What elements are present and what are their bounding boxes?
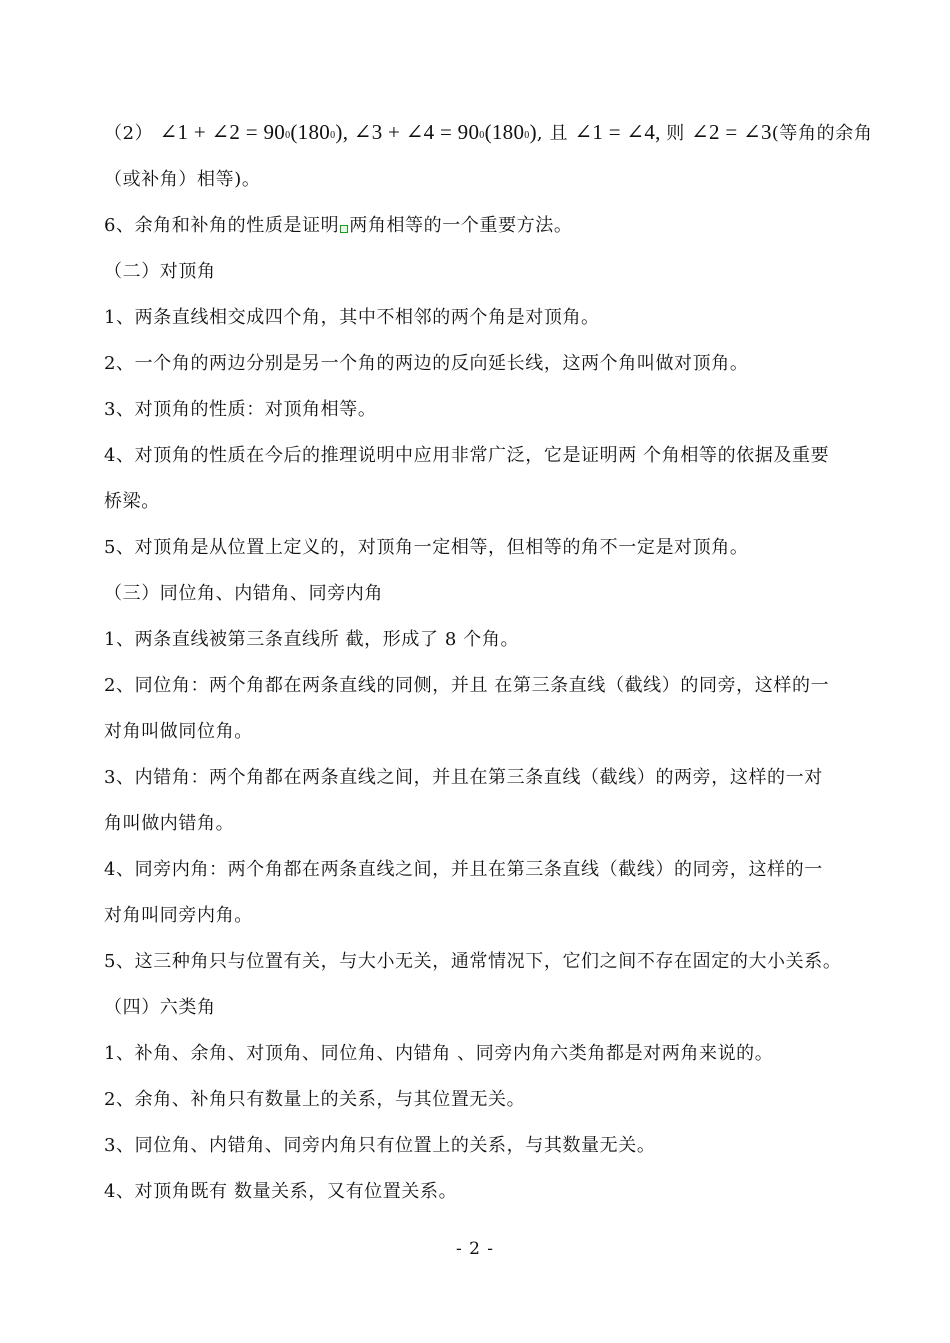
formula-angle-2-eq-3: ∠2 = ∠3 <box>691 120 772 144</box>
text-line: 1、两条直线被第三条直线所 截，形成了 8 个角。 <box>104 629 520 650</box>
item-2-formula-line <box>104 120 873 148</box>
text-line: 3、同位角、内错角、同旁内角只有位置上的关系，与其数量无关。 <box>104 1135 656 1156</box>
formula-sum-1-2: ∠1 + ∠2 = 900(1800), ∠3 + ∠4 = 900(1800) <box>159 120 537 144</box>
text-line: 3、对顶角的性质：对顶角相等。 <box>104 399 377 420</box>
section-heading-vertical-angles: （二）对顶角 <box>104 261 216 282</box>
item-2-label: （2） <box>104 123 154 144</box>
section-heading-six-angles: （四）六类角 <box>104 997 216 1018</box>
text-line: 1、补角、余角、对顶角、同位角、内错角 、同旁内角六类角都是对两角来说的。 <box>104 1043 774 1064</box>
section-heading-corresponding-angles: （三）同位角、内错角、同旁内角 <box>104 583 383 604</box>
text-line: 桥梁。 <box>104 491 160 512</box>
paragraph-6-after: 两角相等的一个重要方法。 <box>349 215 573 236</box>
qie-text: , 且 <box>536 123 575 144</box>
text-line: 5、对顶角是从位置上定义的，对顶角一定相等，但相等的角不一定是对顶角。 <box>104 537 749 558</box>
text-line: 4、对顶角既有 数量关系，又有位置关系。 <box>104 1181 458 1202</box>
text-line: 4、同旁内角：两个角都在两条直线之间，并且在第三条直线（截线）的同旁，这样的一 <box>104 859 823 880</box>
item-2-continuation: （或补角）相等)。 <box>104 169 261 190</box>
text-line: 2、余角、补角只有数量上的关系，与其位置无关。 <box>104 1089 526 1110</box>
text-line: 对角叫做同位角。 <box>104 721 253 742</box>
text-line: 对角叫同旁内角。 <box>104 905 253 926</box>
text-line: 2、同位角：两个角都在两条直线的同侧，并且 在第三条直线（截线）的同旁，这样的一 <box>104 675 830 696</box>
formula-angle-1-eq-4: ∠1 = ∠4, <box>574 120 667 144</box>
ze-text: 则 <box>666 123 692 144</box>
text-line: 2、一个角的两边分别是另一个角的两边的反向延长线，这两个角叫做对顶角。 <box>104 353 749 374</box>
paragraph-6 <box>104 214 864 238</box>
comment-marker-icon <box>340 225 348 233</box>
text-line: 1、两条直线相交成四个角，其中不相邻的两个角是对顶角。 <box>104 307 600 328</box>
page-number: - 2 - <box>455 1239 495 1259</box>
text-line: 4、对顶角的性质在今后的推理说明中应用非常广泛，它是证明两 个角相等的依据及重要 <box>104 445 830 466</box>
text-line: 角叫做内错角。 <box>104 813 235 834</box>
paragraph-6-before: 6、余角和补角的性质是证明 <box>104 215 340 236</box>
item-2-tail: (等角的余角 <box>771 123 873 144</box>
text-line: 5、这三种角只与位置有关，与大小无关，通常情况下，它们之间不存在固定的大小关系。 <box>104 951 842 972</box>
text-line: 3、内错角：两个角都在两条直线之间，并且在第三条直线（截线）的两旁，这样的一对 <box>104 767 823 788</box>
